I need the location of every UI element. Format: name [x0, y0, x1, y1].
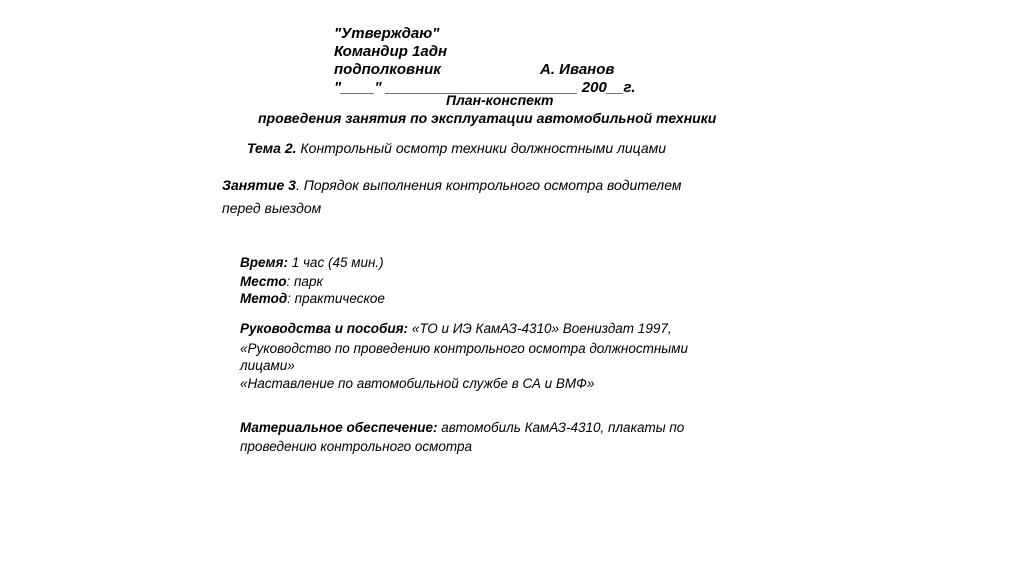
plan-subtitle: проведения занятия по эксплуатации автомобильной техники — [258, 110, 717, 126]
topic-label: Тема 2. — [247, 140, 297, 156]
lesson-label: Занятие 3 — [222, 177, 296, 193]
manuals-line4: «Наставление по автомобильной службе в СА и ВМФ» — [240, 376, 595, 391]
commander-name: А. Иванов — [540, 61, 615, 78]
approval-date-line: "____" _______________________ 200__г. — [334, 79, 636, 96]
method-label: Метод — [240, 291, 288, 306]
approve-line: "Утверждаю" — [334, 25, 440, 42]
manuals-line3: лицами» — [240, 358, 295, 373]
time-line — [240, 255, 384, 270]
place-line — [240, 274, 323, 289]
time-value: 1 час (45 мин.) — [287, 255, 384, 270]
rank-line: подполковник — [334, 61, 441, 78]
time-label: Время: — [240, 255, 288, 270]
lesson-text-line2: перед выездом — [222, 200, 322, 216]
plan-title: План-конспект — [446, 92, 554, 108]
materials-value: автомобиль КамАЗ-4310, плакаты по — [437, 420, 685, 435]
lesson-text: . Порядок выполнения контрольного осмотра водителем — [295, 177, 682, 193]
manuals-label: Руководства и пособия: — [240, 321, 409, 336]
commander-line: Командир 1адн — [334, 43, 448, 60]
lesson-line — [222, 177, 681, 193]
materials-line2: проведению контрольного осмотра — [240, 439, 473, 454]
method-value: : практическое — [287, 291, 385, 306]
manuals-value: «ТО и ИЭ КамАЗ-4310» Воениздат 1997, — [408, 321, 672, 336]
manuals-line2: «Руководство по проведению контрольного осмотра должностными — [240, 341, 688, 356]
method-line — [240, 291, 385, 306]
topic-text: Контрольный осмотр техники должностными лицами — [296, 140, 667, 156]
place-value: : парк — [286, 274, 323, 289]
topic-line — [247, 140, 666, 156]
manuals-line1 — [240, 321, 672, 336]
materials-line1 — [240, 420, 684, 435]
materials-label: Материальное обеспечение: — [240, 420, 438, 435]
place-label: Место — [240, 274, 287, 289]
